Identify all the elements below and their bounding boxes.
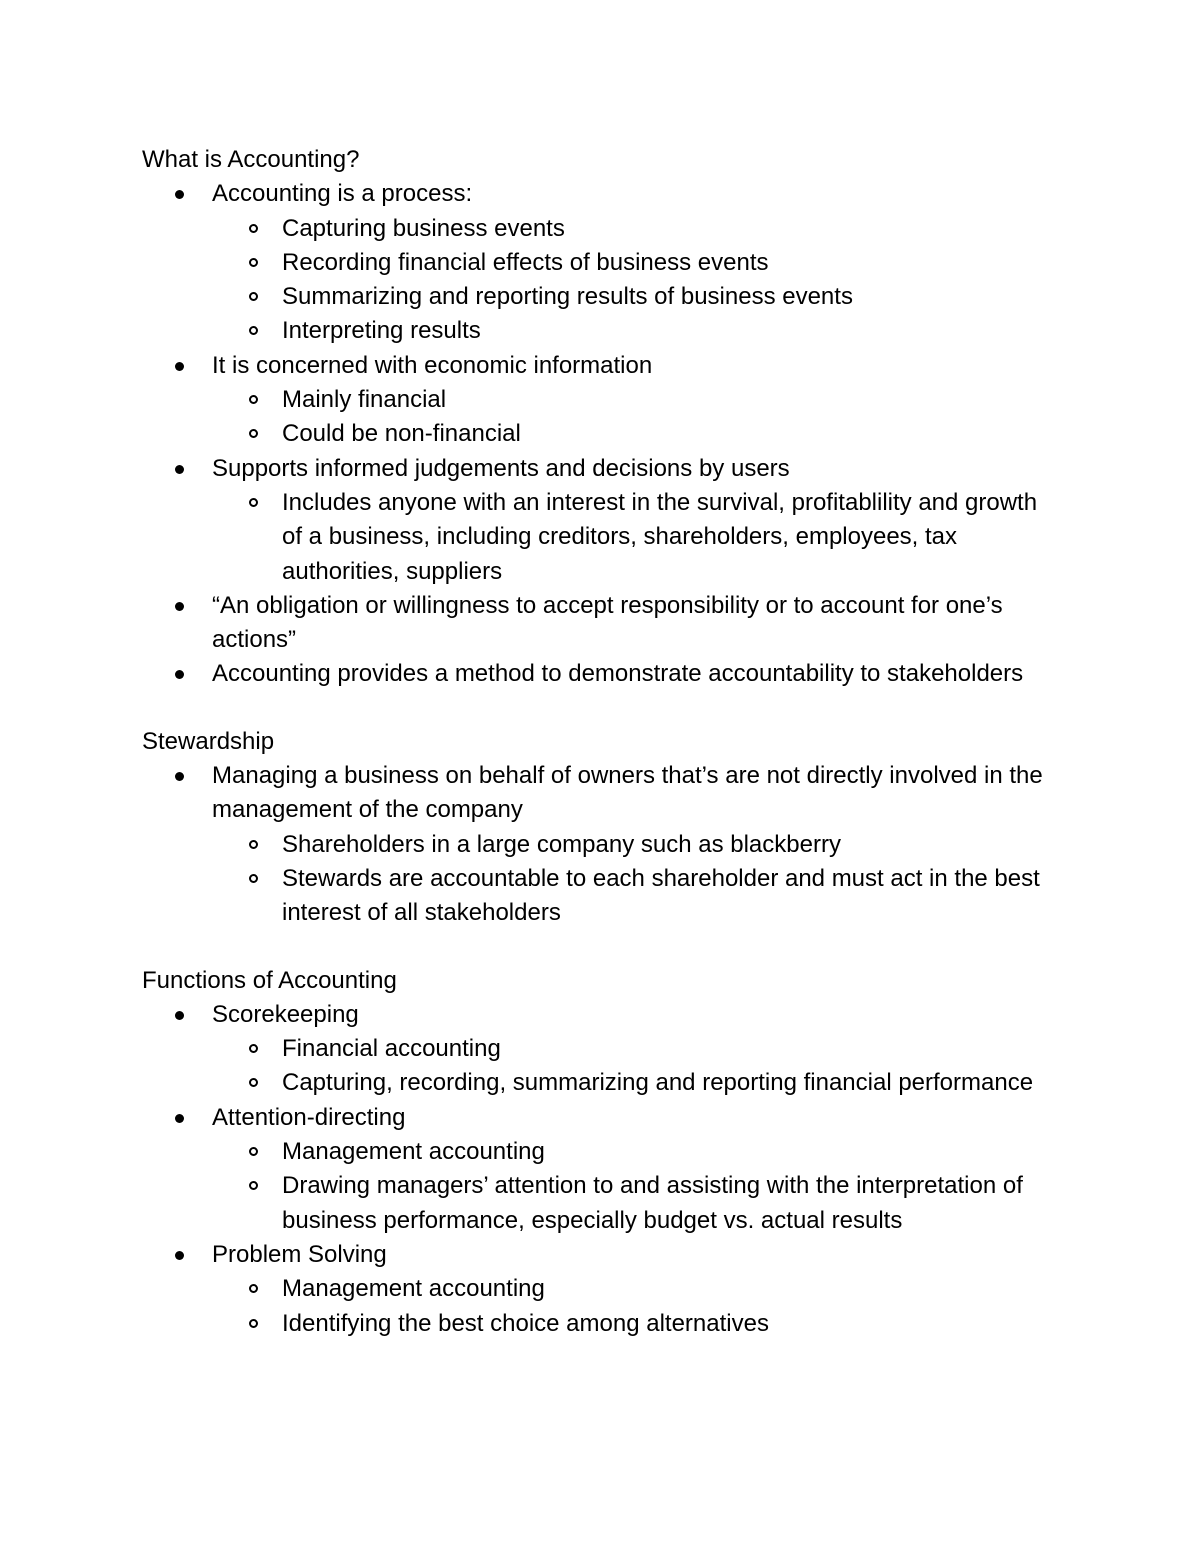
- list-item-text: Supports informed judgements and decisions by users: [212, 454, 790, 482]
- circle-bullet-icon: [249, 1078, 258, 1087]
- sub-list: [212, 212, 1062, 349]
- sub-list-item-text: Includes anyone with an interest in the survival, profitablility and growth of a business, including creditors, shareholders, employees, tax authorities, suppliers: [282, 488, 1038, 585]
- sub-list-item: [212, 1032, 1062, 1066]
- sub-list-item-text: Mainly financial: [282, 386, 447, 414]
- sub-list-item-text: Financial accounting: [282, 1035, 501, 1063]
- list-item-text: Accounting is a process:: [212, 180, 473, 208]
- sub-list-item-text: Interpreting results: [282, 317, 481, 345]
- sub-list-item-text: Shareholders in a large company such as blackberry: [282, 830, 841, 858]
- sub-list: [212, 486, 1062, 589]
- list-item-text: Accounting provides a method to demonstrate accountability to stakeholders: [212, 660, 1024, 688]
- section-heading: What is Accounting?: [142, 146, 360, 173]
- list-item-text: Problem Solving: [212, 1240, 387, 1268]
- list-item: [142, 177, 1062, 348]
- sub-list-item: [212, 212, 1062, 246]
- list-item-text: “An obligation or willingness to accept responsibility or to account for one’s actions”: [212, 591, 1003, 654]
- list-item-text: Scorekeeping: [212, 1000, 359, 1028]
- section-heading: Functions of Accounting: [142, 966, 397, 994]
- list-item-text: Managing a business on behalf of owners that’s are not directly involved in the management of the company: [212, 762, 1043, 824]
- sub-list-item-text: Capturing, recording, summarizing and reporting financial performance: [282, 1069, 1034, 1097]
- sub-list-item-text: Could be non-financial: [282, 420, 521, 448]
- sub-list-item-text: Management accounting: [282, 1275, 545, 1303]
- circle-bullet-icon: [249, 498, 258, 507]
- list-item: [142, 1238, 1062, 1341]
- list-item: [142, 452, 1062, 589]
- circle-bullet-icon: [249, 1147, 258, 1156]
- section-what-is-accounting: [142, 143, 1062, 692]
- sub-list-item: [212, 1307, 1062, 1341]
- circle-bullet-icon: [249, 1319, 258, 1328]
- circle-bullet-icon: [249, 1181, 258, 1190]
- bullet-icon: [175, 670, 184, 679]
- bullet-icon: [175, 465, 184, 474]
- bullet-icon: [175, 362, 184, 371]
- list-item: [142, 589, 1062, 658]
- section-stewardship: [142, 725, 1062, 931]
- circle-bullet-icon: [249, 874, 258, 883]
- bullet-icon: [175, 1114, 184, 1123]
- sub-list-item-text: Recording financial effects of business events: [282, 248, 769, 276]
- circle-bullet-icon: [249, 840, 258, 849]
- sub-list-item: [212, 1066, 1062, 1100]
- list-item: [142, 998, 1062, 1101]
- sub-list-item-text: Management accounting: [282, 1138, 545, 1166]
- sub-list: [212, 828, 1062, 931]
- sub-list-item: [212, 314, 1062, 348]
- list-item: [142, 657, 1062, 691]
- sub-list-item: [212, 383, 1062, 417]
- document-page: [142, 143, 1062, 1374]
- sub-list-item: [212, 246, 1062, 280]
- bullet-icon: [175, 602, 184, 611]
- sub-list-item-text: Summarizing and reporting results of business events: [282, 283, 853, 311]
- sub-list: [212, 383, 1062, 452]
- list-item: [142, 1101, 1062, 1238]
- circle-bullet-icon: [249, 258, 258, 267]
- sub-list-item: [212, 1135, 1062, 1169]
- sub-list: [212, 1135, 1062, 1238]
- list-item-text: It is concerned with economic information: [212, 351, 653, 379]
- circle-bullet-icon: [249, 429, 258, 438]
- sub-list-item: [212, 828, 1062, 862]
- circle-bullet-icon: [249, 224, 258, 233]
- sub-list-item-text: Capturing business events: [282, 214, 565, 242]
- sub-list-item: [212, 417, 1062, 451]
- section-heading: Stewardship: [142, 727, 275, 755]
- sub-list: [212, 1032, 1062, 1101]
- section-functions-of-accounting: [142, 964, 1062, 1341]
- circle-bullet-icon: [249, 395, 258, 404]
- list-item-text: Attention-directing: [212, 1103, 406, 1131]
- bullet-list: [142, 177, 1062, 691]
- sub-list-item: [212, 1272, 1062, 1306]
- sub-list-item: [212, 862, 1062, 931]
- circle-bullet-icon: [249, 292, 258, 301]
- circle-bullet-icon: [249, 326, 258, 335]
- bullet-list: [142, 759, 1062, 930]
- sub-list-item: [212, 1169, 1062, 1238]
- circle-bullet-icon: [249, 1284, 258, 1293]
- sub-list-item-text: Drawing managers’ attention to and assisting with the interpretation of business performance, especially budget vs. actual results: [282, 1172, 1023, 1234]
- sub-list-item: [212, 486, 1062, 589]
- sub-list-item-text: Stewards are accountable to each shareholder and must act in the best interest of all stakeholders: [282, 864, 1040, 927]
- bullet-icon: [175, 1011, 184, 1020]
- sub-list-item-text: Identifying the best choice among alternatives: [282, 1309, 769, 1337]
- bullet-icon: [175, 190, 184, 199]
- bullet-icon: [175, 1251, 184, 1260]
- sub-list: [212, 1272, 1062, 1341]
- bullet-list: [142, 998, 1062, 1341]
- list-item: [142, 349, 1062, 452]
- list-item: [142, 759, 1062, 930]
- bullet-icon: [175, 772, 184, 781]
- circle-bullet-icon: [249, 1044, 258, 1053]
- sub-list-item: [212, 280, 1062, 314]
